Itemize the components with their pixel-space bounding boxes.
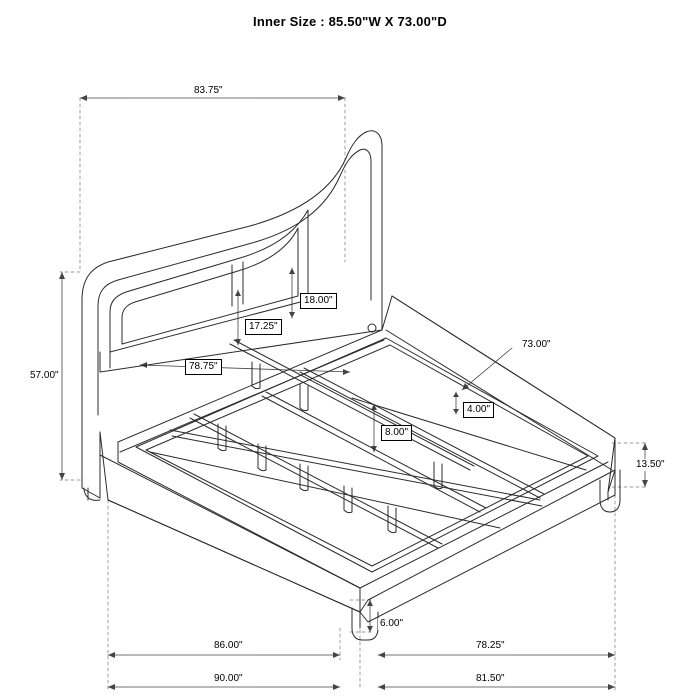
dimension-label-inner-depth: 73.00" xyxy=(522,339,551,350)
dimension-label-leg-height: 6.00" xyxy=(380,618,404,629)
dimension-label-bottom-right: 78.25" xyxy=(476,640,505,651)
dimension-label-overall-left: 90.00" xyxy=(214,673,243,684)
dimension-label-overall-right: 81.50" xyxy=(476,673,505,684)
dimension-label-panel-inner: 17.25" xyxy=(245,319,282,335)
dimension-label-headboard-height: 57.00" xyxy=(30,370,59,381)
dimension-label-bottom-left: 86.00" xyxy=(214,640,243,651)
dimension-label-slat-offset: 4.00" xyxy=(463,402,494,418)
dimension-label-rail-height: 13.50" xyxy=(636,459,665,470)
dimension-label-panel-height: 18.00" xyxy=(300,293,337,309)
dimension-label-rail-length: 78.75" xyxy=(185,359,222,375)
dimension-label-top-width: 83.75" xyxy=(194,85,223,96)
page-title: Inner Size : 85.50"W X 73.00"D xyxy=(253,14,447,29)
dimension-label-slat-height: 8.00" xyxy=(381,425,412,441)
